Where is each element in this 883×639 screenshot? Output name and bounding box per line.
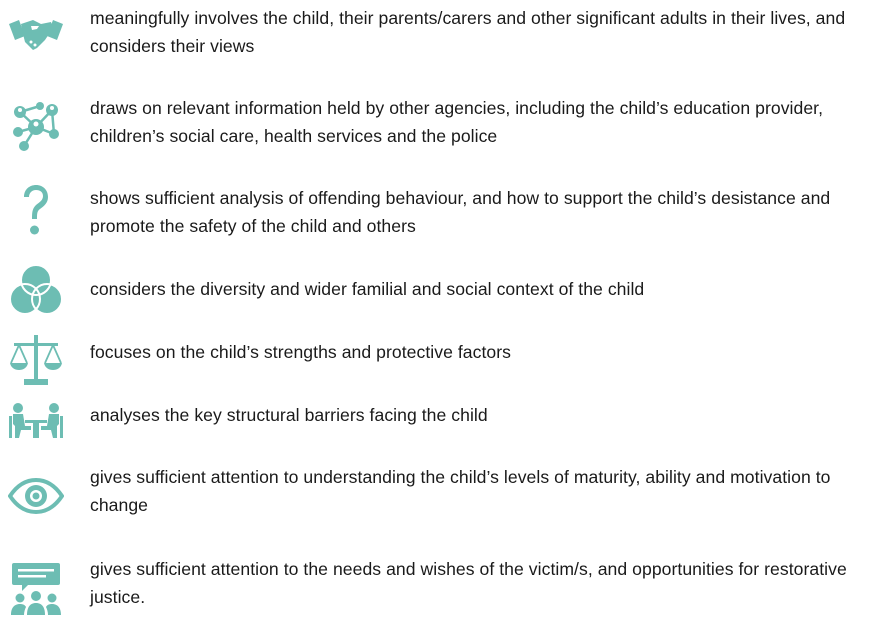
group-presentation-icon bbox=[6, 560, 66, 618]
item-text: analyses the key structural barriers facing the child bbox=[90, 405, 488, 425]
item-text: gives sufficient attention to the needs and wishes of the victim/s, and opportunities for restorative justice. bbox=[90, 559, 847, 607]
item-text: considers the diversity and wider familial and social context of the child bbox=[90, 279, 645, 299]
question-mark-icon bbox=[6, 182, 66, 240]
venn-diagram-icon bbox=[6, 262, 66, 318]
network-icon bbox=[6, 98, 66, 156]
handshake-icon bbox=[6, 12, 66, 56]
item-text: focuses on the child’s strengths and protective factors bbox=[90, 342, 511, 362]
item-text: shows sufficient analysis of offending behaviour, and how to support the child’s desistance and promote the safety of the child and others bbox=[90, 188, 831, 236]
item-text: draws on relevant information held by other agencies, including the child’s education provider, children’s social care, health services and the police bbox=[90, 98, 824, 146]
item-text: gives sufficient attention to understanding the child’s levels of maturity, ability and motivation to change bbox=[90, 467, 831, 515]
meeting-icon bbox=[6, 400, 66, 442]
item-text: meaningfully involves the child, their parents/carers and other significant adults in their lives, and considers their views bbox=[90, 8, 846, 56]
scales-icon bbox=[6, 332, 66, 388]
eye-icon bbox=[6, 474, 66, 518]
